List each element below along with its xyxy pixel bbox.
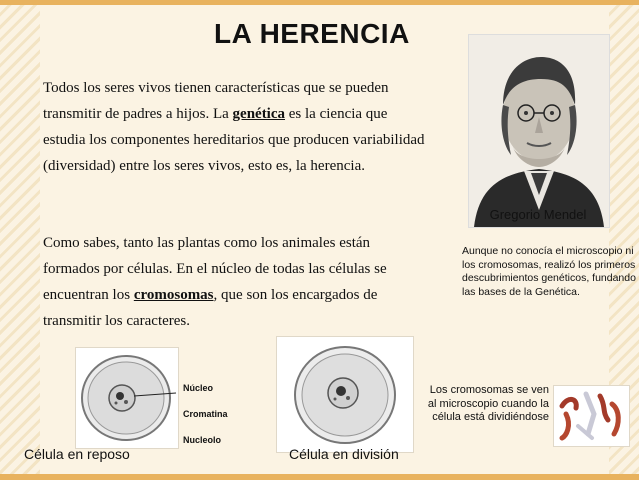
- chromosomes-drawing: [554, 386, 629, 446]
- page-title: LA HERENCIA: [214, 18, 410, 49]
- dividing-cell-image: [276, 336, 414, 453]
- intro-text-start: Todos los seres vivos tienen características que se pueden transmitir de padres a hijos. La: [43, 80, 389, 122]
- intro-text-end: es la ciencia que estudia los componentes hereditarios que producen variabilidad (diversidad) entre los seres vivos, esto es, la herencia.: [43, 106, 425, 174]
- label-nucleo: Núcleo: [183, 383, 214, 393]
- portrait-caption: Gregorio Mendel: [489, 207, 587, 222]
- mendel-portrait-image: [469, 35, 609, 227]
- mendel-note: Aunque no conocía el microscopio ni los cromosomas, realizó los primeros descubrimientos genéticos, fundando las bases de la Genética.: [462, 245, 636, 298]
- resting-cell-image: [75, 347, 179, 449]
- bottom-accent-bar: [0, 474, 639, 480]
- label-nucleolo: Nucleolo: [183, 435, 222, 445]
- chromosomes-image: [553, 385, 630, 447]
- cells-paragraph: [43, 230, 428, 334]
- mendel-portrait: [468, 34, 610, 228]
- cells-text-end: , que son los encargados de transmitir los caracteres.: [43, 287, 378, 329]
- intro-paragraph: [43, 75, 428, 179]
- term-genetica: genética: [232, 106, 286, 122]
- top-accent-bar: [0, 0, 639, 5]
- resting-cell-drawing: [76, 348, 178, 448]
- dividing-cell-drawing: [277, 337, 413, 452]
- decorative-stripe-left: [0, 0, 40, 480]
- caption-dividing-cell: Célula en división: [289, 446, 399, 462]
- chromosome-note: Los cromosomas se ven al microscopio cuando la célula está dividiéndose: [427, 384, 549, 423]
- cells-text-start: Como sabes, tanto las plantas como los animales están formados por células. En el núcleo de todas las células se encuentran los: [43, 235, 387, 303]
- caption-resting-cell: Célula en reposo: [24, 446, 130, 462]
- label-cromatina: Cromatina: [183, 409, 228, 419]
- term-cromosomas: cromosomas: [133, 287, 214, 303]
